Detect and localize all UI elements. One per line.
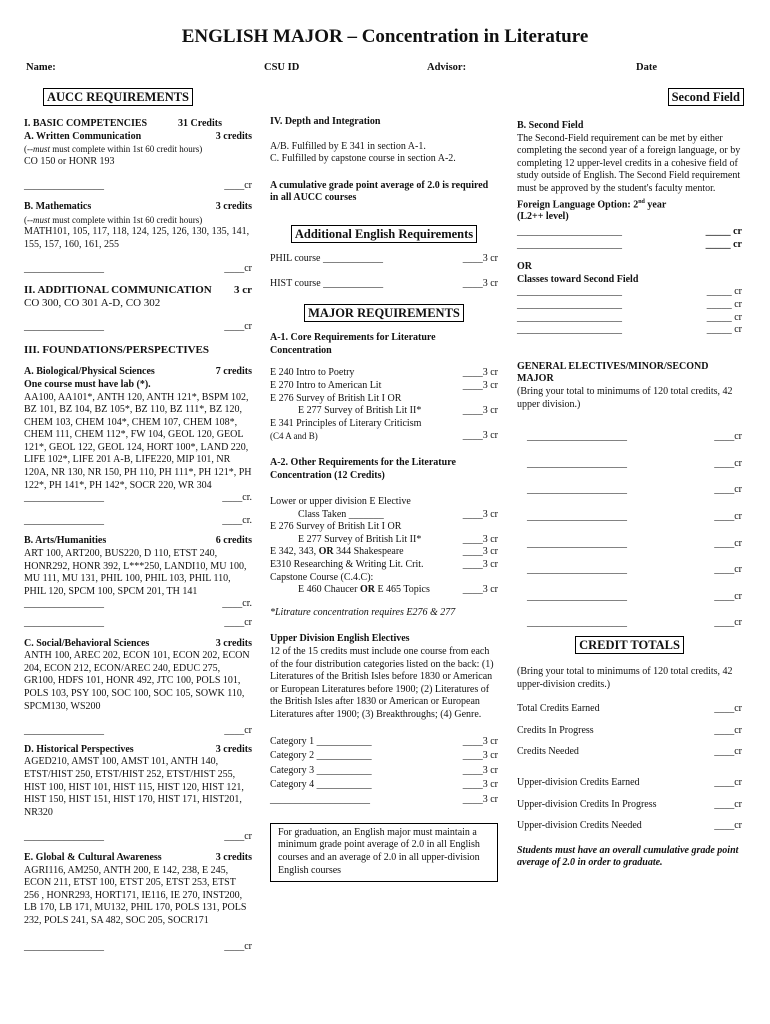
blank-line: ________________: [24, 598, 104, 610]
e277b: E 277 Survey of British Lit II*: [298, 533, 422, 545]
social-courses: ANTH 100, AREC 202, ECON 101, ECON 202, ECON 204, ECON 212, ECON/AREC 240, EDUC 275, GR100, HDFS 101, HONR 492, JTC 100, POLS 101, POLS 103, PSY 100, SOC 100, SOC 105, SOWK 110, SPCM130, WS200: [24, 650, 250, 712]
date-label: Date: [636, 62, 657, 73]
ud-needed: Upper-division Credits Needed: [517, 820, 642, 832]
ud-earned: Upper-division Credits Earned: [517, 776, 640, 788]
gen-cr: ____cr: [714, 746, 742, 758]
global-title: E. Global & Cultural Awareness: [24, 851, 162, 863]
cr-short: _____ cr: [705, 238, 742, 250]
cr-blank: ____cr: [224, 180, 252, 192]
arts-credits: 6 credits: [215, 535, 252, 547]
gen-cr: ____cr: [714, 617, 742, 629]
e460: E 460 Chaucer: [298, 584, 360, 596]
cr3: ____3 cr: [462, 764, 498, 776]
credit-totals-heading: CREDIT TOTALS: [575, 636, 684, 654]
gen-cr: ____cr: [714, 537, 742, 549]
blank-long: _____________________: [517, 311, 622, 323]
graduation-note: For graduation, an English major must maintain a minimum grade point average of 2.0 in all English courses and an average of 2.0 in all upper-division English courses: [270, 823, 498, 882]
cr3: ____3 cr: [462, 793, 498, 805]
gen-cr: ____cr: [714, 703, 742, 715]
gen-cr: ____cr: [714, 724, 742, 736]
e276: E 276 Survey of British Lit I OR: [270, 392, 402, 404]
gen-cr: ____cr: [714, 431, 742, 443]
blank-line: ________________: [24, 514, 104, 526]
cr3: ____3 cr: [462, 750, 498, 762]
gpa-note: A cumulative grade point average of 2.0 is required in all AUCC courses: [270, 179, 489, 204]
depth-line-1: A/B. Fulfilled by E 341 in section A-1.: [270, 140, 426, 152]
cr-blank: ____cr: [224, 617, 252, 628]
cr3: ____3 cr: [462, 430, 498, 442]
e460-rest: E 465 Topics: [374, 584, 430, 596]
cr-blank: ____cr: [224, 831, 252, 843]
additional-english-heading: Additional English Requirements: [291, 225, 477, 243]
cr-short: _____ cr: [706, 311, 742, 323]
e270: E 270 Intro to American Lit: [270, 379, 382, 391]
blank-long: _____________________: [517, 324, 622, 336]
advisor-label: Advisor:: [427, 62, 467, 73]
right-column: Second Field B. Second Field The Second-Field requirement can be met by either completing the second year of a foreign language, or by completing 12 upper-level credits in a cohesive field of study outside of English. The Second Field requirement must be approved by the student's faculty mentor. Foreign Language Option: 2nd year (L2++ level) _____________________ _____ cr _____________________ _____ cr OR Classes toward Second Field _____________________ _____ cr _____________________ _____ cr _____________________ _____ cr _____________________ _____ cr GENERAL ELECTIVES/MINOR/SECOND MAJOR (Bring your total to minimums of 120 total credits, 42 upper division.) ____________________ ____cr ____________________ ____cr ____________________ ____cr ____________________ ____cr ____________________ ____cr ____________________ ____cr ____________________ ____cr ____________________ ____cr CREDIT TOTALS (Bring your total to minimums of 120 total credits, 42 upper-division credits.) Total Credits Earned ____cr Credits In Progress ____cr Credits Needed ____cr Upper-division Credits Earned ____cr Upper-division Credits In Progress ____cr Upper-division Credits Needed ____cr Students must have an overall cumulative grade point average of 2.0 in order to graduate.: [517, 90, 742, 869]
or-label: OR: [517, 261, 532, 273]
hist-title: D. Historical Perspectives: [24, 743, 134, 755]
blank-line: ________________: [24, 831, 104, 843]
total-earned: Total Credits Earned: [517, 703, 600, 715]
cr-blank: ____cr.: [222, 514, 252, 526]
second-field-text: The Second-Field requirement can be met by either completing the second year of a foreign language, or by completing 12 upper-level credits in a cohesive field of study outside of English. The Second Field requirement must be approved by the student's faculty mentor.: [517, 132, 741, 194]
blank-line: ________________: [24, 263, 104, 275]
arts-courses: ART 100, ART200, BUS220, D 110, ETST 240, HONR292, HONR 392, L***250, LANDI10, MU 100, MU 111, MU 131, PHIL 100, PHIL 103, PHIL 110, PHIL 120, SPCM 100, SPCM 201, TH 141: [24, 548, 247, 597]
blank-long: _____________________: [517, 286, 622, 298]
c4-note: (C4 A and B): [270, 431, 318, 442]
gen-blank: ____________________: [527, 510, 627, 522]
social-credits: 3 credits: [215, 637, 252, 649]
addcomm-courses: CO 300, CO 301 A-D, CO 302: [24, 296, 161, 309]
math-note: must complete within 1st 60 credit hours): [52, 214, 203, 225]
e460-or: OR: [359, 584, 375, 596]
written-courses: CO 150 or HONR 193: [24, 155, 115, 167]
bio-title: A. Biological/Physical Sciences: [24, 366, 155, 378]
general-electives-note: (Bring your total to minimums of 120 total credits, 42 upper division.): [517, 386, 733, 410]
upper-title: Upper Division English Electives: [270, 633, 410, 645]
hist-course: HIST course ____________: [270, 277, 384, 289]
ud-in-progress: Upper-division Credits In Progress: [517, 798, 657, 810]
written-credits: 3 credits: [215, 130, 252, 142]
category-4: Category 4 ___________: [270, 779, 372, 791]
capstone: Capstone Course (C.4.C):: [270, 571, 374, 583]
cr-blank: ____cr: [224, 263, 252, 275]
hist-credits: 3 credits: [215, 743, 252, 755]
cr-blank: ____cr: [224, 941, 252, 953]
gen-cr: ____cr: [714, 457, 742, 469]
bio-credits: 7 credits: [215, 366, 252, 378]
global-credits: 3 credits: [215, 851, 252, 863]
credit-totals-note: (Bring your total to minimums of 120 total credits, 42 upper-division credits.): [517, 665, 733, 690]
class-taken: Class Taken _______: [298, 508, 384, 520]
blank-line: ________________: [24, 617, 104, 628]
cr-blank: ____cr.: [222, 598, 252, 610]
bio-lab-note: One course must have lab (*).: [24, 378, 151, 390]
general-electives-title: GENERAL ELECTIVES/MINOR/SECOND MAJOR: [517, 360, 709, 385]
gen-cr: ____cr: [714, 510, 742, 522]
blank-line: ________________: [24, 941, 104, 953]
cr-blank: ____cr.: [222, 492, 252, 504]
gen-blank: ____________________: [527, 564, 627, 576]
phil-course: PHIL course ____________: [270, 252, 383, 264]
gen-blank: ____________________: [527, 537, 627, 549]
csu-id-label: CSU ID: [264, 62, 300, 73]
gen-cr: ____cr: [714, 776, 742, 788]
left-column: AUCC REQUIREMENTS I. BASIC COMPETENCIES 31 Credits A. Written Communication 3 credits (--must must complete within 1st 60 credit hours) CO 150 or HONR 193 ________________ ____cr B. Mathematics 3 credits (--must must complete within 1st 60 credit hours) MATH101, 105, 117, 118, 124, 125, 126, 130, 135, 141, 155, 157, 160, 161, 255 ________________ ____cr II. ADDITIONAL COMMUNICATION 3 cr CO 300, CO 301 A-D, CO 302 ________________ ____cr III. FOUNDATIONS/PERSPECTIVES A. Biological/Physical Sciences 7 credits One course must have lab (*). AA100, AA101*, ANTH 120, ANTH 121*, BSPM 102, BZ 101, BZ 104, BZ 105*, BZ 110, BZ 111*, BZ 120, CHEM 103, CHEM 104*, CHEM 107, CHEM 108*, CHEM 111, CHEM 112*, FW 104, GEOL 120, GEOL 121*, GEOL 122, GEOL 124, HORT 100*, LAND 220, LIFE 102*, LIFE 201 A-B, LIFE220, MIP 101, NR 120A, NR 130, NR 150, PH 110, PH 111*, PH 121*, PH 122*, PH 141*, PH 142*, SOCR 220, WR 304 ________________ ____cr. ________________ ____cr. B. Arts/Humanities 6 credits ART 100, ART200, BUS220, D 110, ETST 240, HONR292, HONR 392, L***250, LANDI10, MU 100, MU 111, MU 131, PHIL 100, PHIL 103, PHIL 110, PHIL 120, SPCM 100, SPCM 201, TH 141 ________________ ____cr. ________________ ____cr C. Social/Behavioral Sciences 3 credits ANTH 100, AREC 202, ECON 101, ECON 202, ECON 204, ECON 212, ECON/AREC 240, EDUC 275, GR100, HDFS 101, HONR 492, JTC 100, POLS 101, POLS 103, PSY 100, SOC 100, SOC 105, SOWK 110, SPCM130, WS200 ________________ ____cr D. Historical Perspectives 3 credits AGED210, AMST 100, AMST 101, ANTH 140, ETST/HIST 250, ETST/HIST 252, ETST/HIST 255, HIST 100, HIST 101, HIST 115, HIST 120, HIST 121, HIST 150, HIST 151, HIST 170, HIST 171, HIST201, NR320 ________________ ____cr E. Global & Cultural Awareness 3 credits AGRI116, AM250, ANTH 200, E 142, 238, E 245, ECON 211, ETST 100, ETST 205, ETST 253, ETST 256 , HONR293, HORT171, IE116, IE 270, INST200, LB 170, LB 171, MU132, PHIL 170, POLS 131, POLS 232, POLS 241, SA 482, SOC 205, SOCR171 ________________ ____cr: [24, 90, 252, 953]
social-title: C. Social/Behavioral Sciences: [24, 637, 150, 649]
gen-cr: ____cr: [714, 590, 742, 602]
blank-line: ________________: [24, 180, 104, 192]
foundations-title: III. FOUNDATIONS/PERSPECTIVES: [24, 343, 210, 356]
upper-text: 12 of the 15 credits must include one course from each of the four distribution categories listed on the back: (1) Literatures of the British Isles before 1830 or American or European Literatures before 1900; (2) Literatures of the British Isles after 1830 or American or European Literatures after 1900; (3) Breakthroughs; (4) Genre.: [270, 646, 494, 720]
e342-rest: 344 Shakespeare: [333, 546, 404, 558]
cr-short: _____ cr: [706, 286, 742, 298]
middle-column: [270, 116, 498, 882]
a1-title: A-1. Core Requirements for Literature Concentration: [270, 332, 436, 356]
e240: E 240 Intro to Poetry: [270, 367, 355, 379]
cr3: ____3 cr: [462, 584, 498, 596]
gen-blank: ____________________: [527, 457, 627, 469]
gen-blank: ____________________: [527, 431, 627, 443]
cr-short: _____ cr: [706, 299, 742, 311]
e276b: E 276 Survey of British Lit I OR: [270, 521, 402, 533]
lit-note: *Litrature concentration requires E276 & 277: [270, 606, 456, 618]
second-field-heading: Second Field: [668, 88, 744, 106]
phil-cr: ____3 cr: [462, 252, 498, 264]
basic-credits: 31 Credits: [178, 118, 222, 129]
cr-short: _____ cr: [706, 324, 742, 336]
depth-line-2: C. Fulfilled by capstone course in section A-2.: [270, 153, 456, 165]
gen-cr: ____cr: [714, 564, 742, 576]
math-courses: MATH101, 105, 117, 118, 124, 125, 126, 130, 135, 141, 155, 157, 160, 161, 255: [24, 226, 250, 250]
blank-long: _____________________: [517, 226, 622, 238]
e310: E310 Researching & Writing Lit. Crit.: [270, 559, 424, 571]
math-title: B. Mathematics: [24, 200, 92, 212]
e342: E 342, 343,: [270, 546, 319, 558]
category-3: Category 3 ___________: [270, 764, 372, 776]
l2-level: (L2++ level): [517, 211, 569, 223]
gen-cr: ____cr: [714, 820, 742, 832]
cr3: ____3 cr: [462, 367, 498, 379]
category-2: Category 2 ___________: [270, 750, 372, 762]
e277: E 277 Survey of British Lit II*: [298, 405, 422, 417]
cr3: ____3 cr: [462, 533, 498, 545]
blank-line: ________________: [24, 492, 104, 504]
gen-blank: ____________________: [527, 617, 627, 629]
classes-title: Classes toward Second Field: [517, 273, 639, 285]
credits-in-progress: Credits In Progress: [517, 724, 594, 736]
a2-title: A-2. Other Requirements for the Literature Concentration (12 Credits): [270, 456, 456, 481]
category-1: Category 1 ___________: [270, 735, 372, 747]
depth-title: IV. Depth and Integration: [270, 116, 381, 127]
gen-cr: ____cr: [714, 798, 742, 810]
cr-blank: ____cr: [224, 321, 252, 333]
e342-or: OR: [318, 546, 334, 558]
cr3: ____3 cr: [462, 405, 498, 417]
second-field-subtitle: B. Second Field: [517, 120, 584, 131]
cr3: ____3 cr: [462, 559, 498, 571]
blank-line: ________________: [24, 725, 104, 737]
cr3: ____3 cr: [462, 779, 498, 791]
addcomm-title: II. ADDITIONAL COMMUNICATION: [24, 283, 212, 296]
cr3: ____3 cr: [462, 379, 498, 391]
hist-courses: AGED210, AMST 100, AMST 101, ANTH 140, ETST/HIST 250, ETST/HIST 252, ETST/HIST 255, HIST 100, HIST 101, HIST 115, HIST 120, HIST 121, HIST 150, HIST 151, HIST 170, HIST 171, HIST201, NR320: [24, 756, 244, 818]
page-title: ENGLISH MAJOR – Concentration in Literature: [181, 26, 589, 47]
gen-blank: ____________________: [527, 484, 627, 496]
hist-cr: ____3 cr: [462, 277, 498, 289]
name-label: Name:: [26, 62, 56, 73]
blank-long: _____________________: [517, 238, 622, 250]
gen-blank: ____________________: [527, 590, 627, 602]
global-courses: AGRI116, AM250, ANTH 200, E 142, 238, E 245, ECON 211, ETST 100, ETST 205, ETST 253, ETST 256 , HONR293, HORT171, IE116, IE 270, INST200, LB 170, LB 171, MU132, PHIL 170, POLS 131, POLS 232, POLS 241, SA 482, SOC 205, SOCR171: [24, 864, 247, 926]
lower-upper: Lower or upper division E Elective: [270, 496, 411, 508]
basic-title: I. BASIC COMPETENCIES: [24, 118, 148, 129]
category-blank: ____________________: [270, 793, 370, 805]
blank-line: ________________: [24, 321, 104, 333]
addcomm-credits: 3 cr: [233, 283, 252, 296]
cr3: ____3 cr: [462, 735, 498, 747]
blank-long: _____________________: [517, 299, 622, 311]
gen-cr: ____cr: [714, 484, 742, 496]
arts-title: B. Arts/Humanities: [24, 535, 107, 547]
major-requirements-heading: MAJOR REQUIREMENTS: [304, 304, 464, 322]
math-credits: 3 credits: [215, 200, 252, 212]
bio-courses: AA100, AA101*, ANTH 120, ANTH 121*, BSPM 102, BZ 101, BZ 104, BZ 105*, BZ 110, BZ 111*, BZ 120, CHEM 103, CHEM 104*, CHEM 107, CHEM 108*, CHEM 111, CHEM 112*, FW 104, GEOL 120, GEOL 121*, GEOL 122, GEOL 124, HORT 100*, LAND 220, LIFE 102*, LIFE 201 A-B, LIFE220, MIP 101, NR 120A, NR 130, NR 150, PH 110, PH 111*, PH 121*, PH 122*, PH 141*, PH 142*, SOCR 220, WR 304: [24, 391, 252, 491]
e341: E 341 Principles of Literary Criticism: [270, 417, 422, 429]
cr3: ____3 cr: [462, 546, 498, 558]
cr-blank: ____cr: [224, 725, 252, 737]
written-note: must complete within 1st 60 credit hours): [52, 144, 203, 155]
final-gpa-note: Students must have an overall cumulative grade point average of 2.0 in order to graduate.: [517, 844, 739, 869]
cr3: ____3 cr: [462, 508, 498, 520]
aucc-heading: AUCC REQUIREMENTS: [43, 88, 193, 106]
cr-short: _____ cr: [705, 226, 742, 238]
credits-needed: Credits Needed: [517, 746, 579, 758]
written-title: A. Written Communication: [24, 130, 142, 142]
